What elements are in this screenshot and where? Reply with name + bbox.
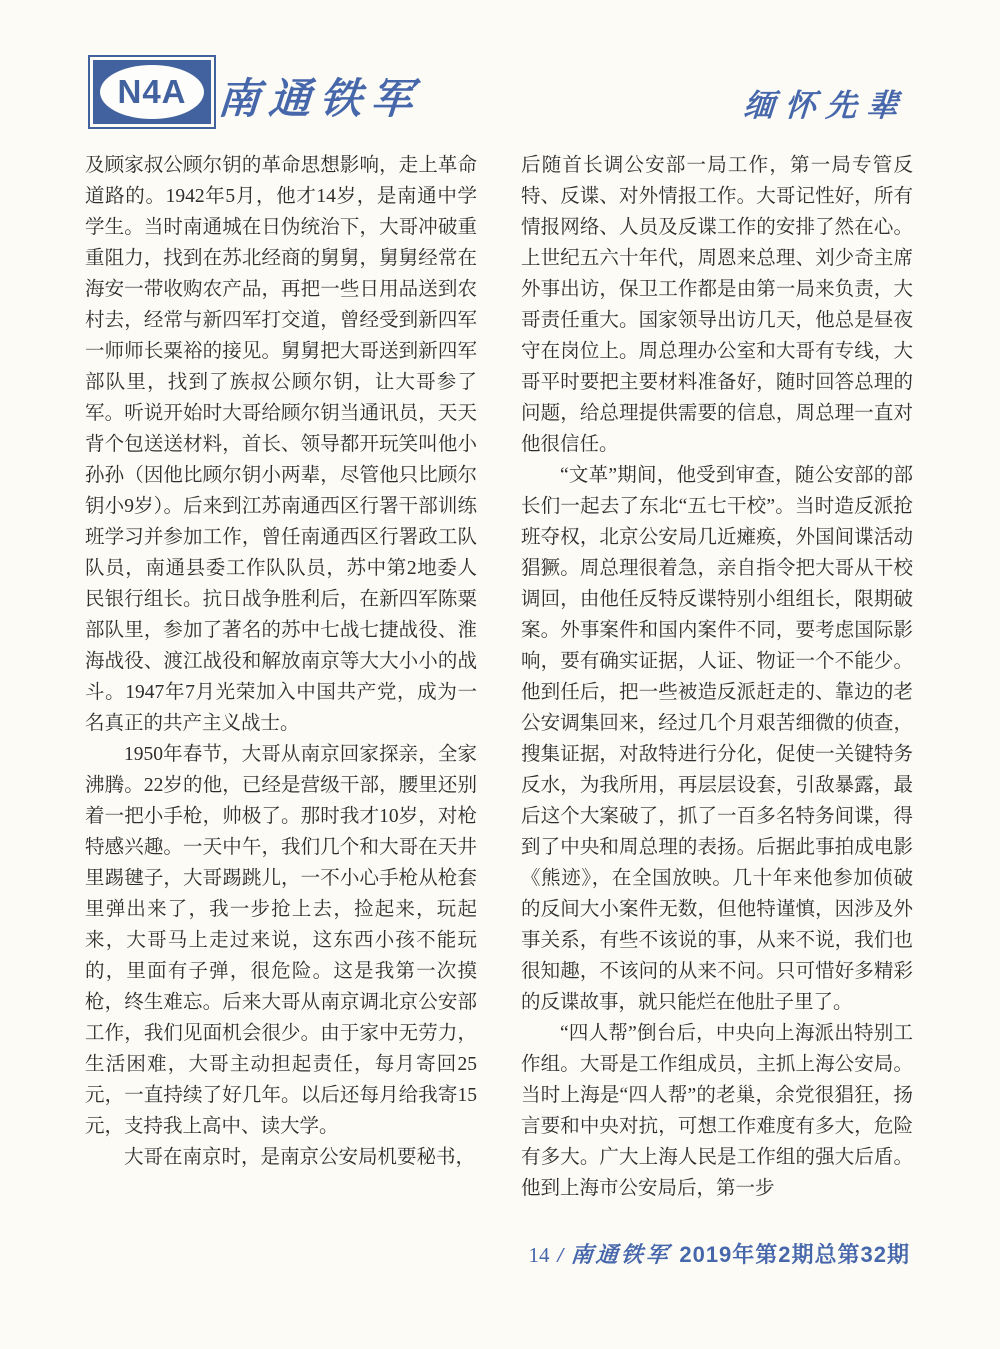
text-column-right bbox=[521, 150, 913, 1204]
section-title-calligraphy: 缅怀先辈 bbox=[742, 88, 910, 123]
footer-issue-info: 2019年第2期总第32期 bbox=[679, 1242, 910, 1267]
n4a-logo-oval bbox=[100, 65, 204, 119]
paragraph: “文革”期间，他受到审查，随公安部的部长们一起去了东北“五七干校”。当时造反派抢班夺权，北京公安局几近瘫痪，外国间谍活动猖獗。周总理很着急，亲自指令把大哥从干校调回，由他任反特反谍特别小组组长，限期破案。外事案件和国内案件不同，要考虑国际影响，要有确实证据，人证、物证一个不能少。他到任后，把一些被造反派赶走的、靠边的老公安调集回来，经过几个月艰苦细微的侦查，搜集证据，对敌特进行分化，促使一关键特务反水，为我所用，再层层设套，引敌暴露，最后这个大案破了，抓了一百多名特务间谍，得到了中央和周总理的表扬。后据此事拍成电影《熊迹》，在全国放映。几十年来他参加侦破的反间大小案件无数，但他特谨慎，因涉及外事关系，有些不该说的事，从来不说，我们也很知趣，不该问的从来不问。只可惜好多精彩的反谍故事，就只能烂在他肚子里了。 bbox=[521, 465, 913, 1013]
n4a-logo-frame bbox=[93, 60, 211, 124]
text-column-left bbox=[85, 150, 477, 1173]
footer-journal-name: 南通铁军 bbox=[570, 1242, 673, 1267]
paragraph: 1950年春节，大哥从南京回家探亲，全家沸腾。22岁的他，已经是营级干部，腰里还别着一把小手枪，帅极了。那时我才10岁，对枪特感兴趣。一天中午，我们几个和大哥在天井里踢毽子，大哥踢跳儿，一不小心手枪从枪套里弹出来了，我一步抢上去，捡起来，玩起来，大哥马上走过来说，这东西小孩不能玩的，里面有子弹，很危险。这是我第一次摸枪，终生难忘。后来大哥从南京调北京公安部工作，我们见面机会很少。由于家中无劳力，生活困难，大哥主动担起责任，每月寄回25元，一直持续了好几年。以后还每月给我寄15元，支持我上高中、读大学。 bbox=[85, 744, 477, 1137]
page-number: 14 bbox=[528, 1243, 550, 1267]
footer-separator: / bbox=[557, 1243, 564, 1267]
paragraph: 后随首长调公安部一局工作，第一局专管反特、反谍、对外情报工作。大哥记性好，所有情报网络、人员及反谍工作的安排了然在心。上世纪五六十年代，周恩来总理、刘少奇主席外事出访，保卫工作都是由第一局来负责，大哥责任重大。国家领导出访几天，他总是昼夜守在岗位上。周总理办公室和大哥有专线，大哥平时要把主要材料准备好，随时回答总理的问题，给总理提供需要的信息，周总理一直对他很信任。 bbox=[521, 155, 913, 455]
paragraph: 及顾家叔公顾尔钥的革命思想影响，走上革命道路的。1942年5月，他才14岁，是南通中学学生。当时南通城在日伪统治下，大哥冲破重重阻力，找到在苏北经商的舅舅，舅舅经常在海安一带收购农产品，再把一些日用品送到农村去，经常与新四军打交道，曾经受到新四军一师师长粟裕的接见。舅舅把大哥送到新四军部队里，找到了族叔公顾尔钥，让大哥参了军。听说开始时大哥给顾尔钥当通讯员，天天背个包送送材料，首长、领导都开玩笑叫他小孙孙（因他比顾尔钥小两辈，尽管他只比顾尔钥小9岁）。后来到江苏南通西区行署干部训练班学习并参加工作，曾任南通西区行署政工队队员，南通县委工作队队员，苏中第2地委人民银行组长。抗日战争胜利后，在新四军陈粟部队里，参加了著名的苏中七战七捷战役、淮海战役、渡江战役和解放南京等大大小小的战斗。1947年7月光荣加入中国共产党，成为一名真正的共产主义战士。 bbox=[85, 155, 477, 734]
paragraph: 大哥在南京时，是南京公安局机要秘书， bbox=[124, 1147, 476, 1168]
page-footer bbox=[528, 1238, 910, 1269]
masthead-calligraphy: 南通铁军 bbox=[216, 77, 424, 123]
n4a-logo-text: N4A bbox=[117, 73, 187, 110]
n4a-logo bbox=[88, 55, 216, 129]
paragraph: “四人帮”倒台后，中央向上海派出特别工作组。大哥是工作组成员，主抓上海公安局。当时上海是“四人帮”的老巢，余党很猖狂，扬言要和中央对抗，可想工作难度有多大，危险有多大。广大上海人民是工作组的强大后盾。他到上海市公安局后，第一步 bbox=[521, 1023, 913, 1199]
